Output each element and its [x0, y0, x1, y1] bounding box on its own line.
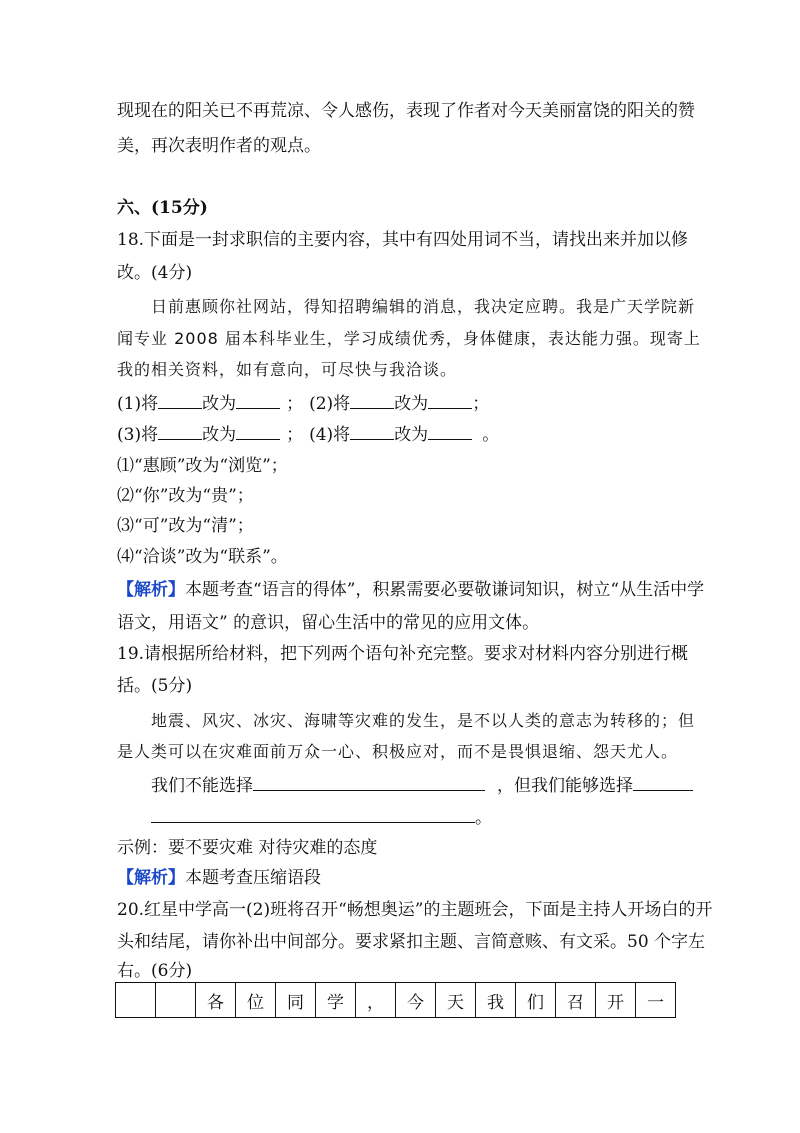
- q20-stem-2: 头和结尾，请你补出中间部分。要求紧扣主题、言简意赅、有文采。50 个字左: [117, 932, 706, 952]
- q19-example: 示例：要不要灾难 对待灾难的态度: [117, 838, 378, 858]
- answer-grid: [115, 982, 676, 1018]
- q18-stem-1: 18.下面是一封求职信的主要内容，其中有四处用词不当，请找出来并加以修: [117, 230, 689, 250]
- grid-cell[interactable]: 天: [436, 983, 476, 1018]
- q19-material-2: 是人类可以在灾难面前万众一心、积极应对，而不是畏惧退缩、怨天尤人。: [117, 742, 679, 761]
- analysis-text: 本题考查“语言的得体”，积累需要必要敬谦词知识，树立“从生活中学: [185, 580, 705, 600]
- q18-answer-2: ⑵“你”改为“贵”；: [117, 486, 254, 506]
- grid-cell[interactable]: ，: [356, 983, 396, 1018]
- answer-blank[interactable]: [158, 392, 202, 409]
- q18-answer-1: ⑴“惠顾”改为“浏览”；: [117, 456, 288, 476]
- q20-stem-3: 右。(6分): [117, 961, 193, 981]
- q19-stem-2: 括。(5分): [117, 676, 193, 696]
- analysis-text: 本题考查压缩语段: [185, 868, 321, 888]
- grid-row: [116, 983, 676, 1018]
- q18-stem-2: 改。(4分): [117, 263, 193, 283]
- intro-line-2: 美，再次表明作者的观点。: [117, 136, 321, 156]
- analysis-tag: 【解析】: [117, 580, 185, 600]
- answer-blank[interactable]: [428, 392, 472, 409]
- answer-blank[interactable]: [350, 392, 394, 409]
- grid-cell[interactable]: 一: [636, 983, 676, 1018]
- q19-fill-row-2: [151, 806, 492, 828]
- fill-label: (2)将: [309, 394, 351, 414]
- grid-cell[interactable]: 各: [196, 983, 236, 1018]
- fill-separator: ；: [286, 425, 304, 445]
- fill-label: (4)将: [309, 425, 351, 445]
- section-title: 六、(15分): [117, 198, 208, 218]
- q18-analysis-1: [117, 580, 704, 600]
- fill-end: 。: [482, 425, 500, 445]
- fill-label: 改为: [394, 425, 429, 445]
- grid-cell[interactable]: 学: [316, 983, 356, 1018]
- grid-cell[interactable]: [156, 983, 196, 1018]
- q19-analysis: [117, 868, 321, 888]
- q18-fill-row-2: [117, 423, 499, 445]
- answer-blank[interactable]: [428, 423, 472, 440]
- q19-stem-1: 19.请根据所给材料，把下列两个语句补充完整。要求对材料内容分别进行概: [117, 644, 689, 664]
- fill-label: 改为: [394, 394, 429, 414]
- q19-fill-row: [151, 774, 693, 796]
- grid-cell[interactable]: 同: [276, 983, 316, 1018]
- answer-blank[interactable]: [236, 392, 280, 409]
- intro-line-1: 现现在的阳关已不再荒凉、令人感伤，表现了作者对今天美丽富饶的阳关的赞: [117, 101, 695, 121]
- grid-cell[interactable]: 今: [396, 983, 436, 1018]
- answer-blank[interactable]: [158, 423, 202, 440]
- q18-fill-row-1: [117, 392, 489, 414]
- q19-material-1: 地震、风灾、冰灾、海啸等灾难的发生，是不以人类的意志为转移的；但: [151, 711, 696, 730]
- grid-cell[interactable]: 们: [516, 983, 556, 1018]
- q20-stem-1: 20.红星中学高一(2)班将召开“畅想奥运”的主题班会，下面是主持人开场白的开: [117, 900, 713, 920]
- q18-analysis-2: 语文，用语文” 的意识，留心生活中的常见的应用文体。: [117, 613, 540, 633]
- fill-label: (3)将: [117, 425, 159, 445]
- fill-separator: ；: [286, 394, 304, 414]
- fill-prompt: ，但我们能够选择: [497, 776, 633, 796]
- grid-cell[interactable]: [116, 983, 156, 1018]
- fill-end: 。: [475, 808, 492, 828]
- q18-answer-3: ⑶“可”改为“清”；: [117, 516, 254, 536]
- fill-label: 改为: [202, 425, 237, 445]
- q18-letter-2: 闻专业 2008 届本科毕业生，学习成绩优秀，身体健康，表达能力强。现寄上: [117, 329, 701, 348]
- grid-cell[interactable]: 我: [476, 983, 516, 1018]
- answer-blank[interactable]: [151, 806, 475, 823]
- fill-prompt: 我们不能选择: [151, 776, 253, 796]
- q18-letter-1: 日前惠顾你社网站，得知招聘编辑的消息，我决定应聘。我是广天学院新: [151, 297, 696, 316]
- answer-blank[interactable]: [236, 423, 280, 440]
- fill-label: 改为: [202, 394, 237, 414]
- analysis-tag: 【解析】: [117, 868, 185, 888]
- grid-cell[interactable]: 开: [596, 983, 636, 1018]
- fill-separator: ；: [472, 394, 490, 414]
- answer-blank[interactable]: [633, 774, 693, 791]
- grid-cell[interactable]: 召: [556, 983, 596, 1018]
- answer-blank[interactable]: [350, 423, 394, 440]
- grid-cell[interactable]: 位: [236, 983, 276, 1018]
- answer-blank[interactable]: [253, 774, 485, 791]
- fill-label: (1)将: [117, 394, 159, 414]
- q18-letter-3: 我的相关资料，如有意向，可尽快与我洽谈。: [117, 360, 458, 379]
- q18-answer-4: ⑷“洽谈”改为“联系”。: [117, 547, 288, 567]
